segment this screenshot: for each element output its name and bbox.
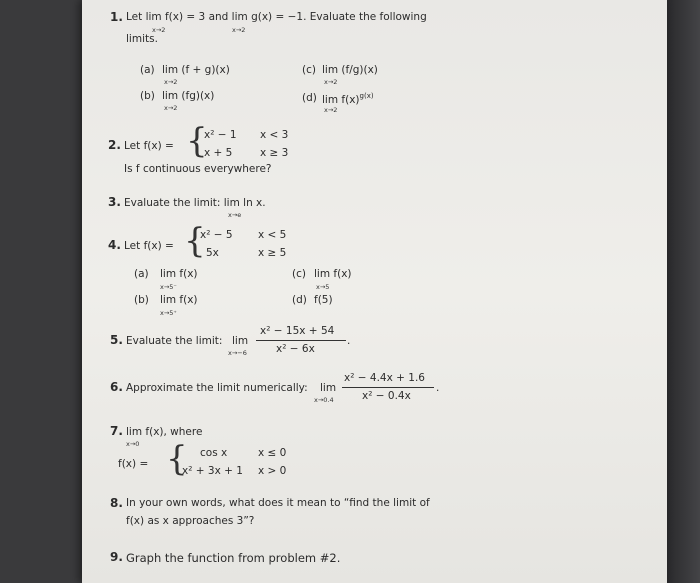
q5-period: . [347,335,351,347]
q7-number: 7. [110,424,123,438]
q4b-label: (b) [134,294,149,306]
q5-lim: lim [232,335,249,347]
q1c-label: (c) [302,64,316,76]
q6-denominator: x² − 0.4x [362,390,411,402]
q4-case1-expr: x² − 5 [200,229,233,241]
q5-text: Evaluate the limit: [126,335,223,347]
q2-question: Is f continuous everywhere? [124,163,272,175]
q1-number: 1. [110,10,123,24]
q1c-sub: x→2 [324,78,338,86]
q7-brace: { [166,439,188,479]
q7-text: lim f(x), where [126,426,203,438]
q2-case1-cond: x < 3 [260,129,289,141]
q6-numerator: x² − 4.4x + 1.6 [344,372,425,384]
q6-text: Approximate the limit numerically: [126,382,308,394]
q4-case1-cond: x < 5 [258,229,287,241]
q4b-sub: x→5⁺ [160,309,177,317]
background-edge [667,0,700,583]
q3-number: 3. [108,195,121,209]
q4c-label: (c) [292,268,306,280]
q1d-label: (d) [302,92,317,104]
q6-fraction-bar [342,387,434,388]
q1d-expr: $\lim f(x)^{g(x)}$ [322,92,374,106]
q2-case1-expr: x² − 1 [204,129,237,141]
q5-fraction-bar [256,340,346,341]
q5-number: 5. [110,333,123,347]
q2-case2-cond: x ≥ 3 [260,147,289,159]
q2-number: 2. [108,138,121,152]
q3-text: Evaluate the limit: lim ln x. [124,197,266,209]
q4c-expr: lim f(x) [314,268,352,280]
q4-lhs: Let f(x) = [124,240,174,252]
q1-sub-f: x→2 [152,26,166,34]
q7-case1-cond: x ≤ 0 [258,447,287,459]
q4c-sub: x→5 [316,283,330,291]
q6-sub: x→0.4 [314,396,334,404]
q1b-sub: x→2 [164,104,178,112]
q1a-sub: x→2 [164,78,178,86]
q8-line1: In your own words, what does it mean to “find the limit of [126,497,430,509]
worksheet-page [82,0,667,583]
q4-number: 4. [108,238,121,252]
q8-line2: f(x) as x approaches 3”? [126,515,255,527]
q4b-expr: lim f(x) [160,294,198,306]
q4-brace: { [184,221,206,261]
q4a-sub: x→5⁻ [160,283,177,291]
q1a-expr: lim (f + g)(x) [162,64,230,76]
q1-stem-cont: limits. [126,33,158,45]
q4-case2-cond: x ≥ 5 [258,247,287,259]
q4a-label: (a) [134,268,149,280]
q7-case2-expr: x² + 3x + 1 [182,465,243,477]
q7-case1-expr: cos x [200,447,228,459]
q6-lim: lim [320,382,337,394]
q5-numerator: x² − 15x + 54 [260,325,335,337]
q1c-expr: lim (f/g)(x) [322,64,378,76]
q4a-expr: lim f(x) [160,268,198,280]
q5-denominator: x² − 6x [276,343,315,355]
q7-case2-cond: x > 0 [258,465,287,477]
q1-sub-g: x→2 [232,26,246,34]
q2-case2-expr: x + 5 [204,147,233,159]
q1d-sub: x→2 [324,106,338,114]
q2-lhs: Let f(x) = [124,140,174,152]
q2-brace: { [186,121,208,161]
q1b-expr: lim (fg)(x) [162,90,215,102]
q9-number: 9. [110,550,123,564]
q1-stem: Let lim f(x) = 3 and lim g(x) = −1. Evaluate the following [126,11,427,23]
q5-sub: x→−6 [228,349,247,357]
q8-number: 8. [110,496,123,510]
q1b-label: (b) [140,90,155,102]
q4d-expr: f(5) [314,294,333,306]
q6-number: 6. [110,380,123,394]
q7-sub: x→0 [126,440,140,448]
q6-period: . [436,382,440,394]
q1a-label: (a) [140,64,155,76]
q3-sub: x→e [228,211,242,219]
q7-lhs: f(x) = [118,458,149,470]
q9-text: Graph the function from problem #2. [126,551,341,565]
q4-case2-expr: 5x [206,247,219,259]
q4d-label: (d) [292,294,307,306]
